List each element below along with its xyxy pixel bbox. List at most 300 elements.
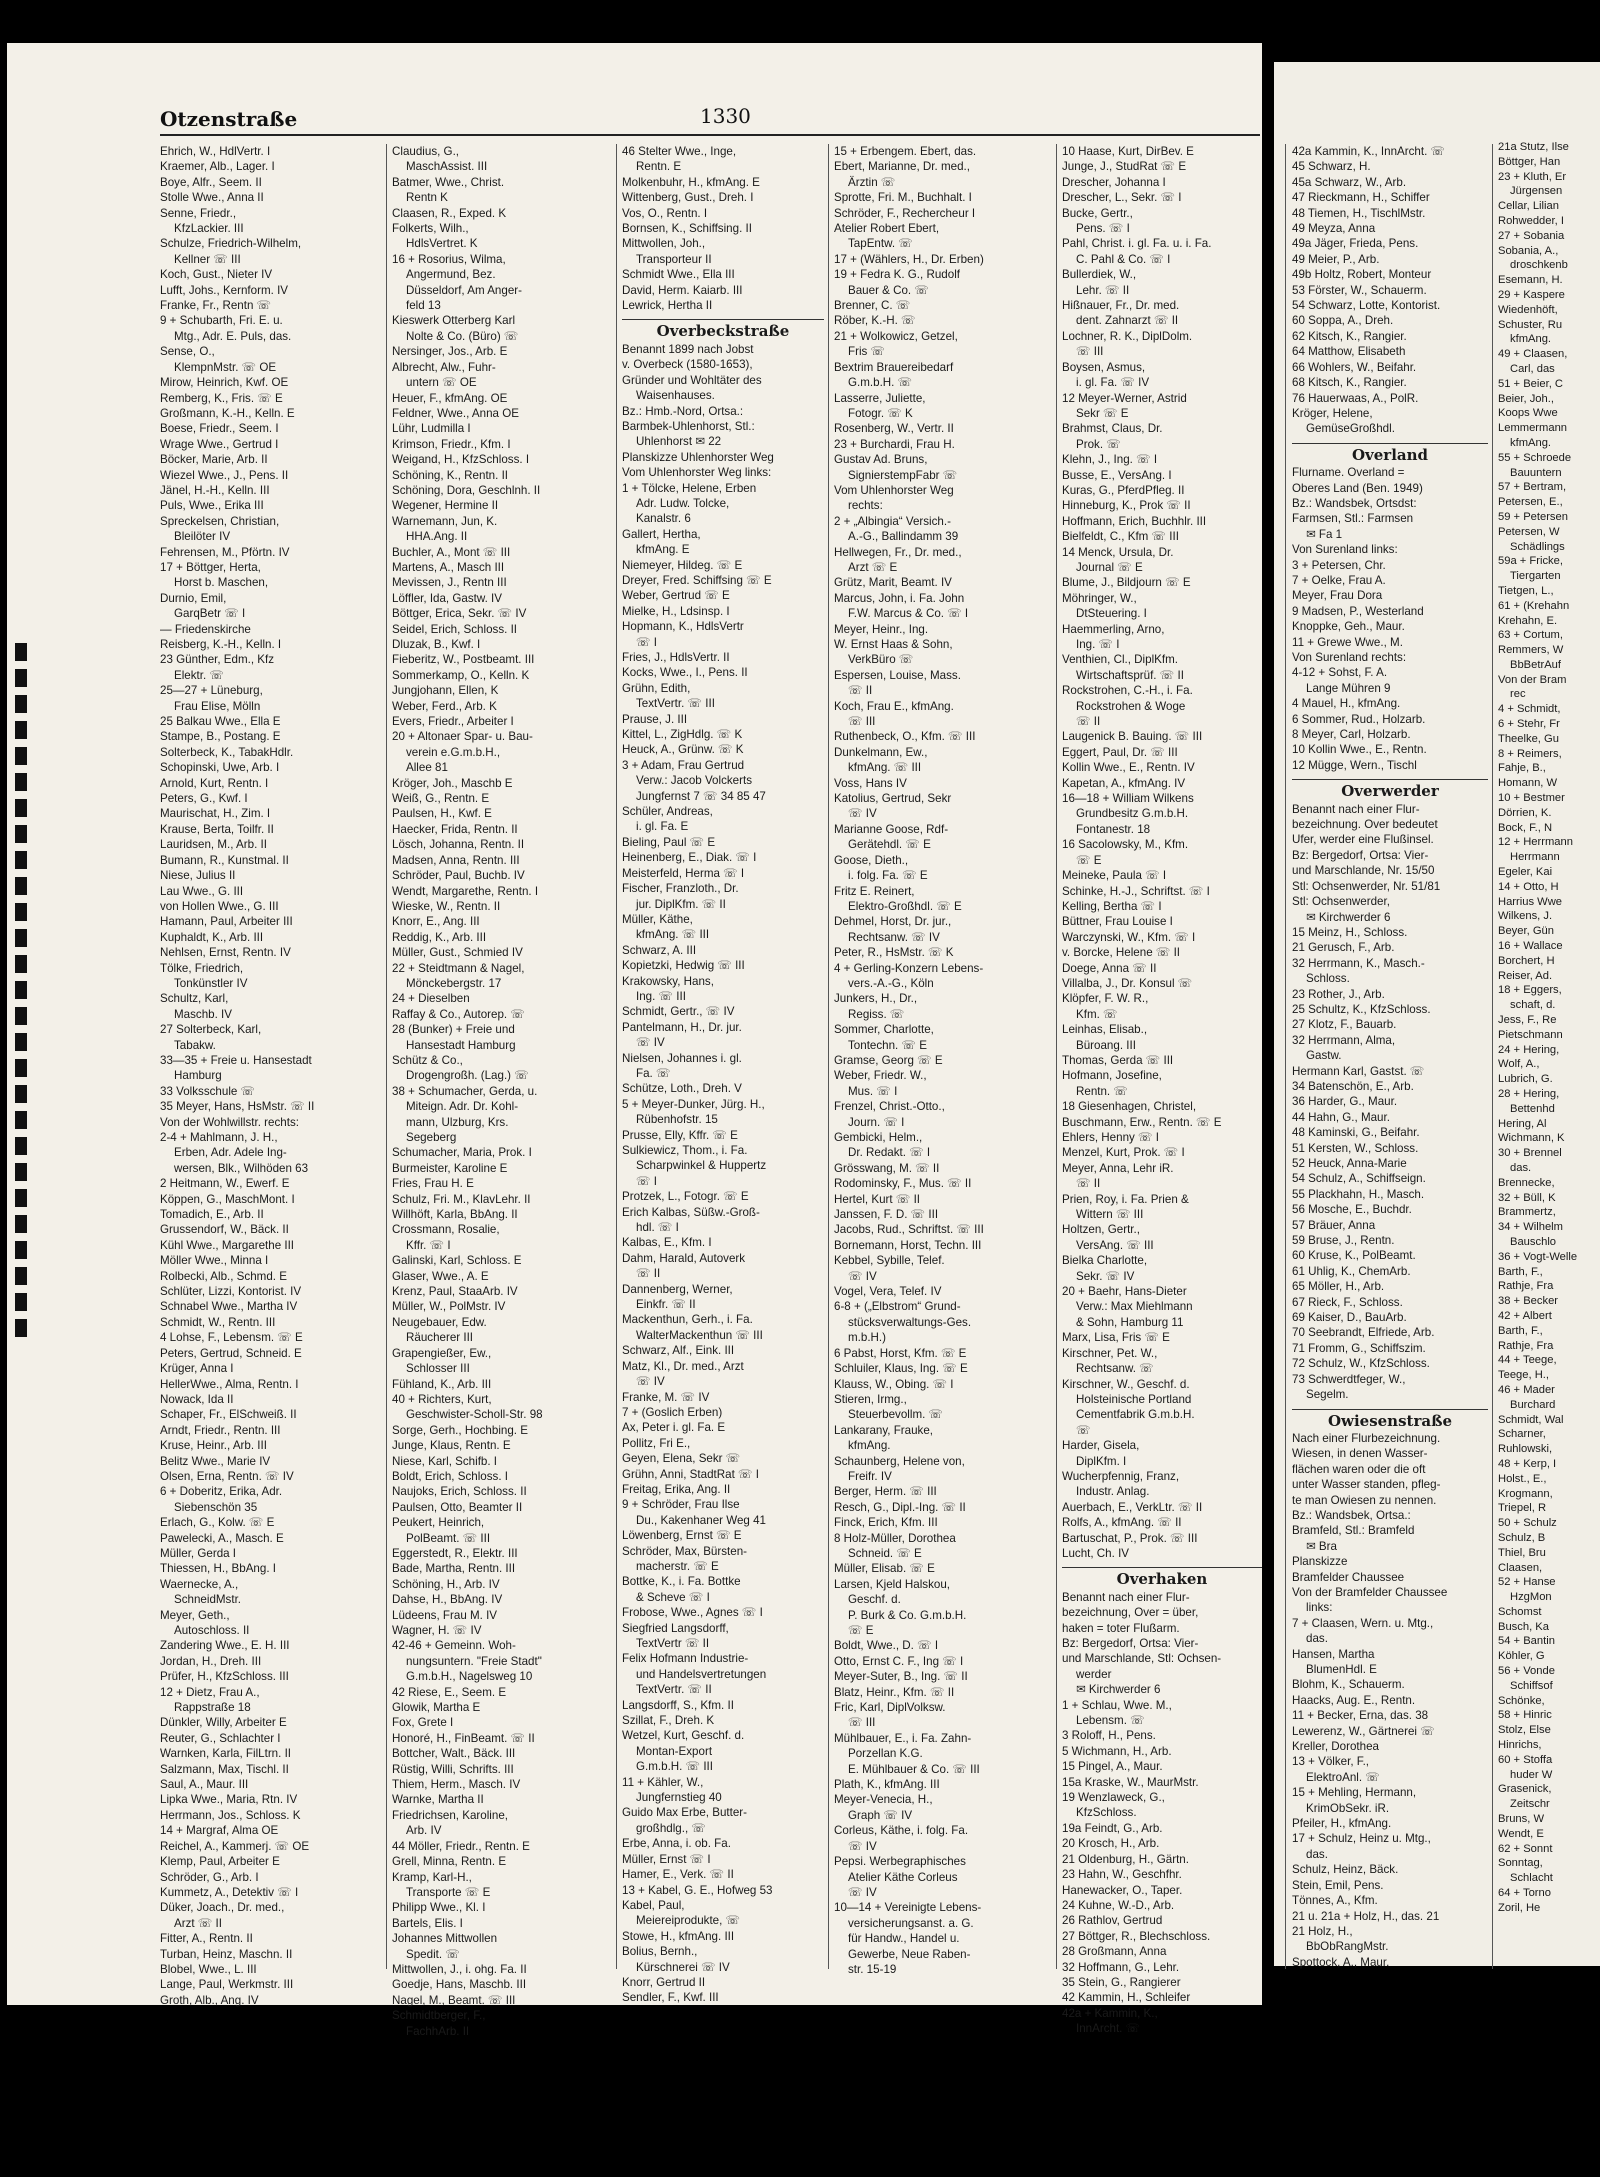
- directory-line: VerkBüro ☏: [848, 653, 914, 667]
- directory-line: DiplKfm. I: [1076, 1454, 1127, 1468]
- directory-line: Gallert, Hertha,: [622, 527, 701, 541]
- directory-line: Nehlsen, Ernst, Rentn. IV: [160, 946, 291, 960]
- directory-line: Sommerkamp, O., Kelln. K: [392, 668, 530, 682]
- directory-line: 42a + Kammin, K.,: [1062, 2006, 1158, 2020]
- directory-line: str. 15-19: [848, 1962, 897, 1976]
- directory-line: Journ. ☏ I: [848, 1115, 905, 1129]
- directory-line: Blume, J., Bildjourn ☏ E: [1062, 576, 1191, 590]
- directory-line: 16—18 + William Wilkens: [1062, 792, 1194, 806]
- directory-line: Brammertz,: [1498, 1206, 1556, 1219]
- directory-line: Ing. ☏ I: [1076, 638, 1120, 651]
- directory-line: Düker, Joach., Dr. med.,: [160, 1901, 285, 1915]
- directory-line: Kröger, Helene,: [1292, 406, 1373, 420]
- directory-line: Lüdeens, Frau M. IV: [392, 1608, 498, 1622]
- directory-line: Kirschner, W., Geschf. d.: [1062, 1377, 1190, 1391]
- directory-line: Krimson, Friedr., Kfm. I: [392, 437, 511, 451]
- directory-line: Ärztin ☏: [848, 175, 896, 189]
- directory-line: Larsen, Kjeld Halskou,: [834, 1577, 950, 1591]
- directory-line: kfmAng. E: [636, 543, 690, 557]
- directory-line: Vom Uhlenhorster Weg links:: [622, 466, 772, 480]
- directory-line: 32 Hoffmann, G., Lehr.: [1062, 1960, 1180, 1974]
- directory-line: ✉ Bra: [1306, 1539, 1337, 1553]
- directory-line: Elektr. ☏: [174, 668, 224, 682]
- directory-line: Fox, Grete I: [392, 1716, 454, 1730]
- directory-line: Kollin Wwe., E., Rentn. IV: [1062, 761, 1195, 775]
- directory-line: Räucherer III: [406, 1331, 474, 1345]
- directory-line: 7 + Claasen, Wern. u. Mtg.,: [1292, 1616, 1434, 1630]
- directory-line: 52 + Hanse: [1498, 1576, 1556, 1589]
- directory-line: 4 + Schmidt,: [1498, 703, 1561, 716]
- directory-line: 17 + (Wählers, H., Dr. Erben): [834, 252, 984, 266]
- directory-line: 13 + Völker, F.,: [1292, 1755, 1370, 1769]
- directory-line: huder W: [1510, 1768, 1553, 1781]
- directory-line: Marcus, John, i. Fa. John: [834, 591, 965, 605]
- directory-line: Waernecke, A.,: [160, 1577, 239, 1591]
- directory-line: & Scheve ☏ I: [636, 1590, 710, 1604]
- directory-line: Stowe, H., kfmAng. III: [622, 1929, 735, 1943]
- directory-line: Franke, M. ☏ IV: [622, 1390, 710, 1404]
- directory-line: Junkers, H., Dr.,: [834, 992, 918, 1006]
- directory-line: Lubrich, G.: [1498, 1073, 1553, 1086]
- directory-line: 42 Riese, E., Seem. E: [392, 1685, 507, 1699]
- directory-line: TextVertr. ☏ III: [636, 697, 715, 711]
- directory-line: Schüler, Andreas,: [622, 805, 713, 819]
- directory-line: Meisterfeld, Herma ☏ I: [622, 866, 745, 880]
- directory-line: 14 Menck, Ursula, Dr.: [1062, 545, 1174, 559]
- directory-line: 42 + Albert: [1498, 1309, 1552, 1322]
- directory-line: Mühlbauer, E., i. Fa. Zahn-: [834, 1731, 972, 1745]
- directory-line: 11 + Kähler, W.,: [622, 1775, 704, 1789]
- directory-line: Rathje, Fra: [1498, 1280, 1554, 1293]
- directory-line: Otto, Ernst C. F., Ing ☏ I: [834, 1654, 964, 1668]
- directory-line: 66 Wohlers, W., Beifahr.: [1292, 360, 1417, 374]
- directory-line: 44 Hahn, G., Maur.: [1292, 1110, 1390, 1124]
- directory-line: Protzek, L., Fotogr. ☏ E: [622, 1190, 749, 1204]
- directory-line: Weber, Ferd., Arb. K: [392, 699, 497, 713]
- directory-line: 22 + Steidtmann & Nagel,: [392, 961, 525, 975]
- directory-line: kfmAng.: [1510, 436, 1552, 449]
- directory-line: Von Surenland rechts:: [1292, 651, 1407, 664]
- directory-line: Grütz, Marit, Beamt. IV: [834, 576, 952, 590]
- directory-line: Dannenberg, Werner,: [622, 1282, 733, 1296]
- directory-line: 76 Hauerwaas, A., PolR.: [1292, 391, 1419, 405]
- directory-line: Matz, Kl., Dr. med., Arzt: [622, 1359, 744, 1373]
- directory-line: Hamer, E., Verk. ☏ II: [622, 1868, 734, 1882]
- directory-line: Rechtsanw. ☏ IV: [848, 930, 940, 944]
- directory-line: Wittern ☏ III: [1076, 1208, 1144, 1222]
- directory-line: Philipp Wwe., Kl. I: [392, 1901, 486, 1915]
- directory-line: 59 Bruse, J., Rentn.: [1292, 1234, 1395, 1248]
- directory-line: Bumann, R., Kunstmal. II: [160, 853, 289, 867]
- directory-line: KfzLackier. III: [174, 222, 244, 236]
- directory-line: Brennecke,: [1498, 1176, 1555, 1189]
- directory-line: Glowik, Martha E: [392, 1701, 481, 1715]
- directory-line: Harder, Gisela,: [1062, 1439, 1140, 1453]
- directory-line: Geschf. d.: [848, 1593, 901, 1607]
- directory-line: Schwarz, Alf., Eink. III: [622, 1344, 735, 1358]
- directory-line: Mittwollen, J., i. ohg. Fa. II: [392, 1962, 527, 1976]
- directory-line: Hißnauer, Fr., Dr. med.: [1062, 299, 1180, 313]
- directory-line: 42-46 + Gemeinn. Woh-: [392, 1639, 516, 1653]
- directory-line: 8 Holz-Müller, Dorothea: [834, 1531, 956, 1545]
- directory-line: Transporte ☏ E: [406, 1885, 491, 1899]
- directory-line: 21 u. 21a + Holz, H., das. 21: [1292, 1909, 1440, 1923]
- directory-line: Kebbel, Sybille, Telef.: [834, 1254, 945, 1268]
- directory-line: & Sohn, Hamburg 11: [1076, 1315, 1184, 1329]
- directory-line: Espersen, Louise, Mass.: [834, 668, 961, 682]
- directory-line: Nielsen, Johannes i. gl.: [622, 1051, 742, 1065]
- directory-line: 28 Großmann, Anna: [1062, 1945, 1167, 1959]
- street-heading: Overhaken: [1062, 1567, 1262, 1587]
- directory-line: Meyer, Frau Dora: [1292, 589, 1383, 603]
- directory-line: Friedrichsen, Karoline,: [392, 1808, 508, 1822]
- directory-line: Sekr ☏ E: [1076, 406, 1129, 420]
- directory-line: 15 + Erbengem. Ebert, das.: [834, 145, 977, 158]
- directory-line: Jacobs, Rud., Schriftst. ☏ III: [834, 1223, 984, 1237]
- directory-line: Müller, W., PolMstr. IV: [392, 1300, 506, 1314]
- directory-line: 45a Schwarz, W., Arb.: [1292, 175, 1407, 189]
- directory-line: Bade, Martha, Rentn. III: [392, 1562, 516, 1576]
- directory-line: Schloss.: [1306, 972, 1350, 986]
- directory-line: 60 Kruse, K., PolBeamt.: [1292, 1249, 1416, 1263]
- directory-line: Mönckebergstr. 17: [406, 976, 502, 990]
- directory-line: Peters, G., Kwf. I: [160, 792, 248, 806]
- directory-line: Segeberg: [406, 1131, 457, 1144]
- directory-line: Bornsen, K., Schiffsing. II: [622, 222, 752, 236]
- directory-line: 27 Böttger, R., Blechschloss.: [1062, 1929, 1211, 1943]
- directory-line: 33—35 + Freie u. Hansestadt: [160, 1053, 312, 1067]
- directory-line: Junge, J., StudRat ☏ E: [1062, 160, 1187, 174]
- directory-line: Corleus, Käthe, i. folg. Fa.: [834, 1824, 969, 1838]
- directory-line: Ehlers, Henny ☏ I: [1062, 1131, 1159, 1144]
- directory-line: Bz.: Hmb.-Nord, Ortsa.:: [622, 404, 744, 418]
- directory-line: Fotogr. ☏ K: [848, 406, 913, 420]
- directory-line: Uhlenhorst ✉ 22: [636, 435, 722, 449]
- directory-line: Löwenberg, Ernst ☏ E: [622, 1529, 742, 1543]
- directory-line: Pahl, Christ. i. gl. Fa. u. i. Fa.: [1062, 237, 1212, 251]
- directory-line: Cellar, Lilian: [1498, 200, 1559, 213]
- directory-line: 16 + Rosorius, Wilma,: [392, 252, 506, 266]
- directory-line: Niese, Karl, Schifb. I: [392, 1454, 498, 1468]
- directory-line: Johannes Mittwollen: [392, 1932, 498, 1946]
- directory-line: 6 Pabst, Horst, Kfm. ☏ E: [834, 1346, 967, 1360]
- directory-line: Sobania, A.,: [1498, 244, 1559, 257]
- directory-line: Schinke, H.-J., Schriftst. ☏ I: [1062, 884, 1210, 898]
- directory-line: 10—14 + Vereinigte Lebens-: [834, 1901, 982, 1915]
- directory-line: Remmers, W: [1498, 644, 1564, 657]
- directory-line: Reisberg, K.-H., Kelln. I: [160, 638, 282, 651]
- directory-line: Reichel, A., Kammerj. ☏ OE: [160, 1839, 310, 1853]
- directory-line: 23 + Kluth, Er: [1498, 170, 1567, 183]
- directory-line: Sommer, Charlotte,: [834, 1023, 934, 1037]
- directory-line: 17 + Schulz, Heinz u. Mtg.,: [1292, 1832, 1431, 1846]
- directory-line: 64 Matthow, Elisabeth: [1292, 345, 1406, 359]
- directory-line: HzgMon: [1510, 1591, 1552, 1604]
- directory-line: kfmAng.: [848, 1439, 891, 1453]
- directory-line: Rüstig, Willi, Schrifts. III: [392, 1762, 514, 1776]
- directory-line: Benannt nach einer Flur-: [1062, 1590, 1190, 1604]
- directory-line: 4 Lohse, F., Lebensm. ☏ E: [160, 1331, 303, 1345]
- directory-line: 23 Rother, J., Arb.: [1292, 987, 1385, 1001]
- directory-line: Stieren, Irmg.,: [834, 1392, 907, 1406]
- directory-line: Seidel, Erich, Schloss. II: [392, 622, 518, 636]
- directory-line: Beyer, Gün: [1498, 925, 1554, 938]
- directory-line: Tontechn. ☏ E: [848, 1038, 927, 1052]
- directory-line: Barth, F.,: [1498, 1324, 1543, 1337]
- directory-line: 10 + Bestmer: [1498, 792, 1565, 805]
- directory-line: ☏ II: [636, 1267, 661, 1281]
- directory-line: Burmeister, Karoline E: [392, 1161, 508, 1175]
- directory-line: Holsteinische Portland: [1076, 1392, 1192, 1406]
- directory-line: Reiser, Ad.: [1498, 969, 1553, 982]
- directory-line: 59 + Petersen: [1498, 510, 1568, 523]
- directory-line: 6 + Stehr, Fr: [1498, 718, 1560, 731]
- directory-line: Naujoks, Erich, Schloss. II: [392, 1485, 527, 1499]
- directory-line: Schumacher, Maria, Prok. I: [392, 1146, 532, 1160]
- directory-line: stücksverwaltungs-Ges.: [848, 1315, 972, 1329]
- directory-line: Reddig, K., Arb. III: [392, 930, 487, 944]
- directory-line: Dluzak, B., Kwf. I: [392, 638, 481, 651]
- directory-line: Hellwegen, Fr., Dr. med.,: [834, 545, 962, 559]
- column-divider: [828, 144, 829, 1969]
- directory-line: Atelier Käthe Corleus: [848, 1870, 958, 1884]
- directory-line: KlempnMstr. ☏ OE: [174, 360, 277, 374]
- directory-line: 29 + Kaspere: [1498, 288, 1565, 301]
- directory-line: ☏ IV: [636, 1036, 665, 1050]
- directory-line: Meyer, Geth.,: [160, 1608, 230, 1622]
- directory-line: Ruhlowski,: [1498, 1443, 1553, 1456]
- directory-line: Bieling, Paul ☏ E: [622, 835, 716, 849]
- directory-line: Lankarany, Frauke,: [834, 1423, 934, 1437]
- directory-line: schaft, d.: [1510, 999, 1556, 1012]
- directory-line: Bartels, Elis. I: [392, 1916, 463, 1930]
- directory-line: Knorr, Gertrud II: [622, 1975, 706, 1989]
- directory-line: Prusse, Elly, Kffr. ☏ E: [622, 1128, 738, 1142]
- directory-line: Kuphaldt, K., Arb. III: [160, 930, 264, 944]
- directory-line: F.W. Marcus & Co. ☏ I: [848, 607, 969, 621]
- directory-line: Pantelmann, H., Dr. jur.: [622, 1020, 742, 1034]
- directory-line: — Friedenskirche: [160, 622, 251, 636]
- directory-line: Hansen, Martha: [1292, 1647, 1375, 1661]
- directory-line: 36 Harder, G., Maur.: [1292, 1095, 1398, 1109]
- directory-line: DtSteuering. I: [1076, 607, 1147, 621]
- directory-line: Pfeiler, H., kfmAng.: [1292, 1817, 1392, 1831]
- directory-line: Galinski, Karl, Schloss. E: [392, 1254, 522, 1268]
- directory-line: te man Owiesen zu nennen.: [1292, 1493, 1437, 1507]
- directory-line: Stein, Emil, Pens.: [1292, 1878, 1384, 1892]
- directory-line: 50 + Schulz: [1498, 1517, 1557, 1530]
- directory-line: 60 + Stoffa: [1498, 1753, 1553, 1766]
- directory-line: Schulz, Fri. M., KlavLehr. II: [392, 1192, 531, 1206]
- directory-line: E. Mühlbauer & Co. ☏ III: [848, 1762, 980, 1776]
- directory-line: Kanalstr. 6: [636, 512, 691, 526]
- directory-line: Hering, Al: [1498, 1117, 1547, 1130]
- directory-line: Wiedenhöft,: [1498, 303, 1558, 316]
- directory-line: Autoschloss. II: [174, 1624, 250, 1637]
- directory-line: Kittel, L., ZigHdlg. ☏ K: [622, 728, 743, 742]
- directory-line: Mielke, H., Ldsinsp. I: [622, 604, 730, 618]
- directory-line: Sendler, F., Kwf. III: [622, 1991, 719, 2005]
- directory-line: Paulsen, H., Kwf. E: [392, 807, 492, 821]
- directory-line: 21 Gerusch, F., Arb.: [1292, 941, 1395, 955]
- directory-line: ☏ IV: [848, 807, 877, 821]
- directory-line: Gembicki, Helm.,: [834, 1131, 923, 1144]
- directory-line: Arndt, Friedr., Rentn. III: [160, 1423, 281, 1437]
- directory-line: 12 Meyer-Werner, Astrid: [1062, 391, 1187, 405]
- directory-line: Eggert, Paul, Dr. ☏ III: [1062, 745, 1178, 759]
- directory-line: Ruthenbeck, O., Kfm. ☏ III: [834, 730, 976, 744]
- directory-line: Plath, K., kfmAng. III: [834, 1778, 940, 1792]
- directory-line: Elektro-Großhdl. ☏ E: [848, 899, 962, 913]
- directory-line: Bolius, Bernh.,: [622, 1945, 698, 1959]
- directory-line: Groth, Alb., Ang. IV: [160, 1993, 259, 2007]
- directory-line: 20 + Baehr, Hans-Dieter: [1062, 1285, 1187, 1299]
- directory-line: Kuras, G., PferdPfleg. II: [1062, 483, 1185, 497]
- directory-line: Weiß, G., Rentn. E: [392, 792, 490, 806]
- directory-line: 51 Kersten, W., Schloss.: [1292, 1141, 1419, 1155]
- directory-line: ☏ III: [848, 1716, 876, 1730]
- directory-line: Neugebauer, Edw.: [392, 1315, 487, 1329]
- directory-line: 5 Wichmann, H., Arb.: [1062, 1744, 1172, 1758]
- directory-line: Haecker, Frida, Rentn. II: [392, 822, 518, 836]
- directory-line: 56 + Vonde: [1498, 1665, 1555, 1678]
- directory-line: Wiesen, in denen Wasser-: [1292, 1447, 1428, 1461]
- directory-line: Doege, Anna ☏ II: [1062, 961, 1157, 975]
- directory-line: Madsen, Anna, Rentn. III: [392, 853, 520, 867]
- directory-line: Dehmel, Horst, Dr. jur.,: [834, 915, 952, 929]
- directory-line: Katolius, Gertrud, Sekr: [834, 792, 952, 806]
- directory-line: Fischer, Franzloth., Dr.: [622, 882, 739, 896]
- directory-line: 21a Stutz, Ilse: [1498, 141, 1569, 153]
- directory-line: Rohwedder, I: [1498, 214, 1564, 227]
- directory-line: 16 Sacolowsky, M., Kfm.: [1062, 838, 1189, 852]
- directory-line: Jess, F., Re: [1498, 1014, 1557, 1027]
- directory-line: TextVertr ☏ II: [636, 1637, 710, 1650]
- directory-line: Vos, O., Rentn. I: [622, 206, 708, 220]
- directory-line: 4-12 + Sohst, F. A.: [1292, 666, 1388, 680]
- directory-line: Hamann, Paul, Arbeiter III: [160, 915, 293, 929]
- directory-line: 23 Hahn, W., Geschfhr.: [1062, 1868, 1182, 1882]
- directory-line: Arzt ☏ II: [174, 1916, 222, 1930]
- directory-line: Prien, Roy, i. Fa. Prien &: [1062, 1192, 1189, 1206]
- directory-line: Hinrichs,: [1498, 1739, 1542, 1752]
- directory-line: ☏ III: [1076, 345, 1104, 359]
- directory-line: Lebensm. ☏: [1076, 1714, 1145, 1728]
- directory-line: Krenz, Paul, StaaArb. IV: [392, 1285, 518, 1299]
- directory-line: Nagel, M., Beamt. ☏ III: [392, 1993, 516, 2007]
- directory-line: 27 + Sobania: [1498, 229, 1565, 242]
- facing-page-column: [1498, 140, 1600, 1965]
- directory-line: Mevissen, J., Rentn III: [392, 576, 507, 590]
- directory-line: Siebenschön 35: [174, 1500, 258, 1514]
- directory-line: Schnabel Wwe., Martha IV: [160, 1300, 298, 1314]
- directory-line: Kopietzki, Hedwig ☏ III: [622, 959, 745, 973]
- directory-line: Krüger, Anna I: [160, 1362, 234, 1376]
- directory-line: kfmAng.: [1510, 333, 1552, 346]
- directory-line: Köhler, G: [1498, 1650, 1545, 1663]
- directory-line: ☏ E: [1076, 853, 1102, 867]
- directory-line: 9 + Schubarth, Fri. E. u.: [160, 314, 283, 328]
- directory-line: Nowack, Ida II: [160, 1392, 234, 1406]
- directory-line: ☏ E: [848, 1624, 874, 1637]
- directory-line: m.b.H.): [848, 1331, 887, 1345]
- running-head-street: Otzenstraße: [160, 107, 298, 131]
- directory-line: 17 + Böttger, Herta,: [160, 560, 261, 574]
- directory-line: Busch, Ka: [1498, 1620, 1549, 1633]
- directory-line: Dreyer, Fred. Schiffsing ☏ E: [622, 573, 772, 587]
- directory-line: 68 Kitsch, K., Rangier.: [1292, 376, 1407, 390]
- directory-line: Voss, Hans IV: [834, 776, 907, 790]
- directory-line: WalterMackenthun ☏ III: [636, 1328, 763, 1342]
- directory-line: Tabakw.: [174, 1038, 216, 1052]
- directory-line: Rolbecki, Alb., Schmd. E: [160, 1269, 287, 1283]
- directory-line: 57 Bräuer, Anna: [1292, 1218, 1376, 1232]
- directory-line: Benannt 1899 nach Jobst: [622, 342, 754, 356]
- directory-line: Glaser, Wwe., A. E: [392, 1269, 489, 1283]
- directory-line: Schütz & Co.,: [392, 1053, 463, 1067]
- directory-line: verein e.G.m.b.H.,: [406, 745, 501, 759]
- directory-line: G.m.b.H., Nagelsweg 10: [406, 1670, 533, 1684]
- directory-line: Lewrick, Hertha II: [622, 299, 713, 313]
- directory-line: Holtzen, Gertr.,: [1062, 1223, 1140, 1237]
- directory-line: Fontanestr. 18: [1076, 822, 1151, 836]
- directory-line: Journal ☏ E: [1076, 560, 1143, 574]
- directory-line: Triepel, R: [1498, 1502, 1547, 1515]
- directory-line: und Handelsvertretungen: [636, 1667, 767, 1681]
- directory-line: Drescher, Johanna I: [1062, 175, 1166, 189]
- directory-line: Lösch, Johanna, Rentn. II: [392, 838, 525, 852]
- directory-line: Schröder, Paul, Buchb. IV: [392, 869, 525, 883]
- directory-line: 19a Feindt, G., Arb.: [1062, 1821, 1163, 1835]
- directory-line: Puls, Wwe., Erika III: [160, 499, 264, 513]
- directory-line: Wolf, A.,: [1498, 1058, 1540, 1071]
- directory-line: Sense, O.,: [160, 345, 215, 359]
- directory-line: 25 Balkau Wwe., Ella E: [160, 715, 281, 729]
- directory-line: 42a Kammin, K., InnArcht. ☏: [1292, 145, 1446, 158]
- directory-line: Menzel, Kurt, Prok. ☏ I: [1062, 1146, 1185, 1160]
- directory-line: 24 + Dieselben: [392, 992, 470, 1006]
- directory-line: Einkfr. ☏ II: [636, 1298, 696, 1312]
- directory-line: Dünkler, Willy, Arbeiter E: [160, 1716, 287, 1730]
- directory-line: 61 Uhlig, K., ChemArb.: [1292, 1264, 1411, 1278]
- directory-line: Von der Bram: [1498, 673, 1567, 686]
- directory-line: macherstr. ☏ E: [636, 1559, 719, 1573]
- directory-line: Rockstrohen & Woge: [1076, 699, 1186, 713]
- directory-line: Lucht, Ch. IV: [1062, 1546, 1130, 1560]
- directory-line: Paulsen, Otto, Beamter II: [392, 1500, 523, 1514]
- column-divider: [386, 144, 387, 1969]
- directory-line: wersen, Blk., Wilhöden 63: [174, 1161, 309, 1175]
- directory-line: Fehrensen, M., Pförtn. IV: [160, 545, 290, 559]
- directory-line: Thomas, Gerda ☏ III: [1062, 1053, 1174, 1067]
- directory-line: Knorr, E., Ang. III: [392, 915, 480, 929]
- directory-line: Kruse, Heinr., Arb. III: [160, 1439, 267, 1453]
- directory-line: Oberes Land (Ben. 1949): [1292, 481, 1423, 495]
- directory-line: Fries, J., HdlsVertr. II: [622, 651, 730, 664]
- directory-line: Schulz, B: [1498, 1531, 1546, 1544]
- column-divider: [1285, 144, 1286, 1969]
- directory-line: rechts:: [848, 499, 883, 513]
- directory-line: Mus. ☏ I: [848, 1084, 898, 1098]
- directory-line: BbBetrAuf: [1510, 658, 1561, 671]
- directory-line: Rathje, Fra: [1498, 1339, 1554, 1352]
- directory-line: 4 Mauel, H., kfmAng.: [1292, 697, 1401, 711]
- directory-line: Böttger, Han: [1498, 155, 1561, 168]
- directory-line: Von der Bramfelder Chaussee: [1292, 1585, 1448, 1599]
- directory-line: Kellner ☏ III: [174, 252, 241, 266]
- directory-line: Petersen, E.,: [1498, 496, 1563, 509]
- directory-line: 20 Krosch, H., Arb.: [1062, 1837, 1160, 1851]
